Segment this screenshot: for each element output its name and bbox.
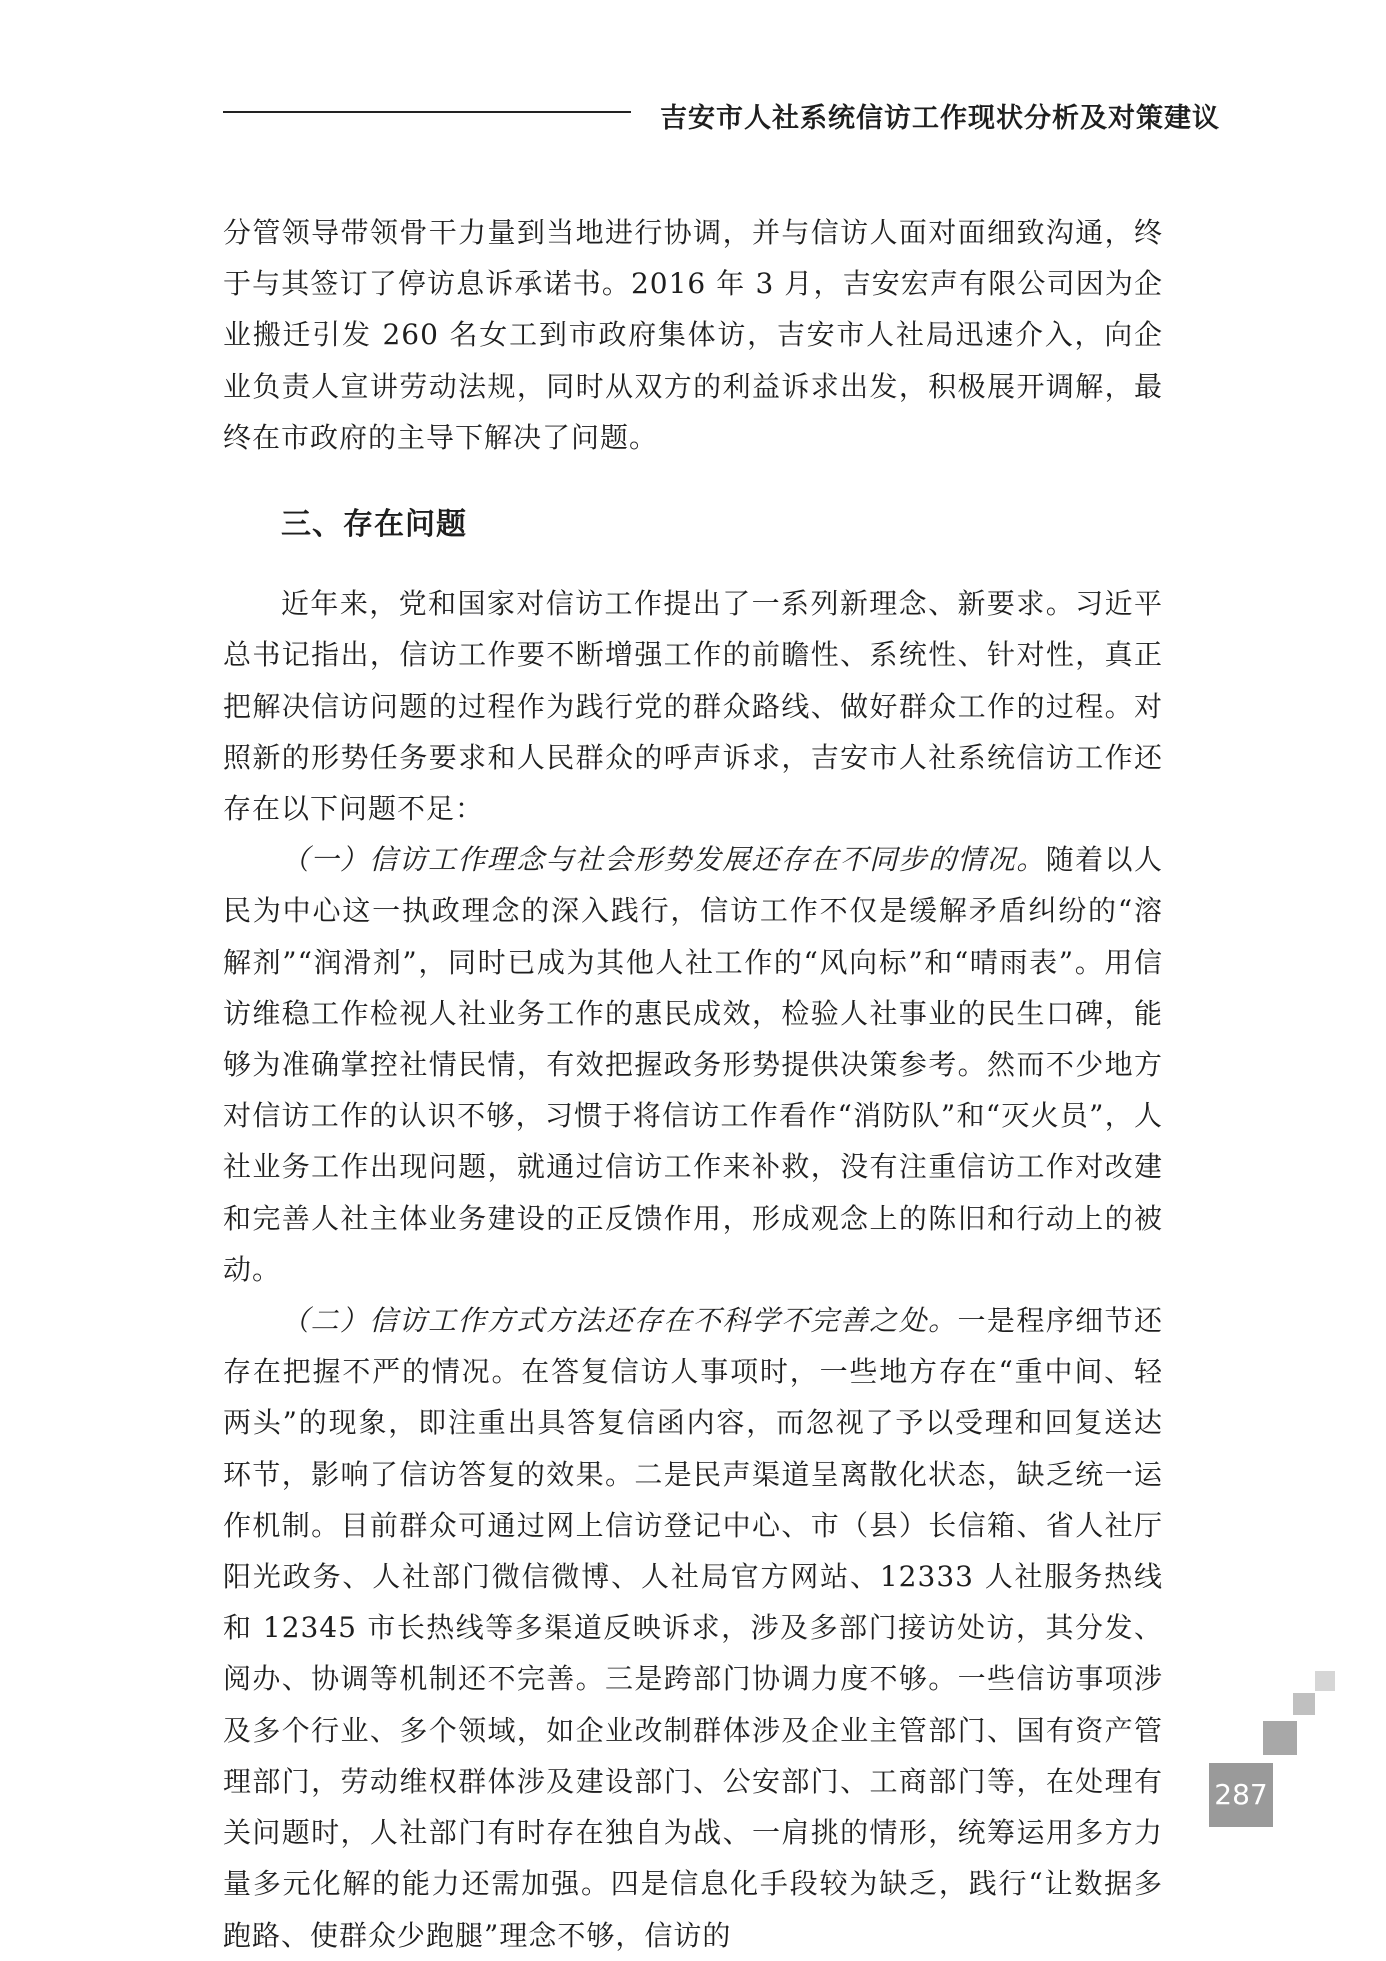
- decorative-square: [1293, 1693, 1315, 1715]
- paragraph-intro: 近年来，党和国家对信访工作提出了一系列新理念、新要求。习近平总书记指出，信访工作要不断增强工作的前瞻性、系统性、针对性，真正把解决信访问题的过程作为践行党的群众路线、做好群众工作的过程。对照新的形势任务要求和人民群众的呼声诉求，吉安市人社系统信访工作还存在以下问题不足：: [223, 587, 1163, 826]
- paragraph-point-1: [223, 834, 1163, 1295]
- point-1-lead: （一）信访工作理念与社会形势发展还存在不同步的情况。: [281, 843, 1046, 877]
- paragraph-point-2: [223, 1295, 1163, 1961]
- running-header-title: 吉安市人社系统信访工作现状分析及对策建议: [660, 103, 1220, 134]
- page-number: 287: [1209, 1763, 1273, 1827]
- point-2-text: 一是程序细节还存在把握不严的情况。在答复信访人事项时，一些地方存在“重中间、轻两头”的现象，即注重出具答复信函内容，而忽视了予以受理和回复送达环节，影响了信访答复的效果。二是民声渠道呈离散化状态，缺乏统一运作机制。目前群众可通过网上信访登记中心、市（县）长信箱、省人社厅阳光政务、人社部门微信微博、人社局官方网站、12333 人社服务热线和 12345 市长热线等多渠道反映诉求，涉及多部门接访处访，其分发、阅办、协调等机制还不完善。三是跨部门协调力度不够。一些信访事项涉及多个行业、多个领域，如企业改制群体涉及企业主管部门、国有资产管理部门，劳动维权群体涉及建设部门、公安部门、工商部门等，在处理有关问题时，人社部门有时存在独自为战、一肩挑的情形，统筹运用多方力量多元化解的能力还需加强。四是信息化手段较为缺乏，践行“让数据多跑路、使群众少跑腿”理念不够，信访的: [223, 1304, 1163, 1952]
- section-heading: 三、存在问题: [281, 507, 467, 543]
- body-text: [223, 207, 1163, 1961]
- point-2-lead: （二）信访工作方式方法还存在不科学不完善之处。: [281, 1304, 958, 1338]
- point-1-text: 随着以人民为中心这一执政理念的深入践行，信访工作不仅是缓解矛盾纠纷的“溶解剂”“润滑剂”，同时已成为其他人社工作的“风向标”和“晴雨表”。用信访维稳工作检视人社业务工作的惠民成效，检验人社事业的民生口碑，能够为准确掌控社情民情，有效把握政务形势提供决策参考。然而不少地方对信访工作的认识不够，习惯于将信访工作看作“消防队”和“灭火员”，人社业务工作出现问题，就通过信访工作来补救，没有注重信访工作对改建和完善人社主体业务建设的正反馈作用，形成观念上的陈旧和行动上的被动。: [223, 843, 1163, 1286]
- header-rule: [223, 111, 631, 113]
- decorative-square: [1315, 1671, 1335, 1691]
- paragraph-continued: 分管领导带领骨干力量到当地进行协调，并与信访人面对面细致沟通，终于与其签订了停访息诉承诺书。2016 年 3 月，吉安宏声有限公司因为企业搬迁引发 260 名女工到市政府集体访，吉安市人社局迅速介入，向企业负责人宣讲劳动法规，同时从双方的利益诉求出发，积极展开调解，最终在市政府的主导下解决了问题。: [223, 216, 1163, 454]
- decorative-square: [1263, 1721, 1297, 1755]
